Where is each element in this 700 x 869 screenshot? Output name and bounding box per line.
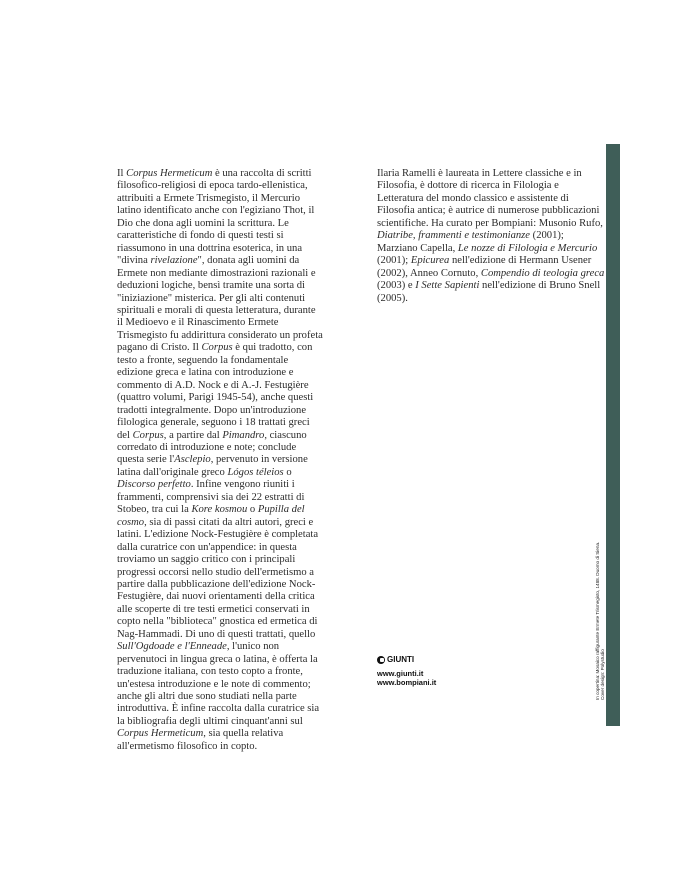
giunti-logo-icon: [377, 656, 385, 664]
italic-title: Pimandro: [222, 429, 265, 441]
spine-band: [606, 144, 620, 726]
italic-title: Lógos téleios: [227, 466, 284, 478]
cover-credits: [595, 542, 606, 700]
italic-title: Kore kosmou: [191, 504, 248, 516]
italic-title: Pupilla del cosmo: [117, 504, 305, 528]
publisher-url-bompiani: www.bompiani.it: [377, 678, 437, 687]
italic-title: I Sette Sapienti: [415, 280, 480, 292]
text-run: , pervenuto in versione latina dall'originale greco: [117, 454, 308, 478]
publisher-block: [377, 655, 436, 687]
publisher-logo: [377, 655, 436, 664]
text-run: o: [247, 504, 258, 516]
text-run: (2001); Marziano Capella,: [377, 230, 564, 254]
italic-title: Asclepio: [174, 454, 211, 466]
text-run: è una raccolta di scritti filosofico-religiosi di epoca tardo-ellenistica, attribuiti a Ermete Trismegisto, il Mercurio latino identificato anche con l'egiziano Thot, il Dio che dona agli uomini la scrittura. Le caratteristiche di fondo di questi testi si riassumono in una dottrina esoterica, in una "divina: [117, 168, 315, 267]
italic-title: Corpus: [132, 429, 164, 441]
italic-title: Diatribe, frammenti e testimonianze: [377, 230, 531, 242]
text-run: , l'unico non pervenutoci in lingua greca o latina, è offerta la traduzione italiana, con testo copto a fronte, un'estesa introduzione e le note di commento; anche gli altri due sono studiati nella parte introduttiva. È infine raccolta dalla curatrice sia la bibliografia degli ultimi cinquant'anni sul: [117, 641, 320, 727]
text-run: è qui tradotto, con testo a fronte, seguendo la fondamentale edizione greca e latina con introduzione e commento di A.D. Nock e di A.-J. Festugière (quattro volumi, Parigi 1945-54), anche questi tradotti integralmente. Dopo un'introduzione filologica generale, seguono i 18 trattati greci del: [117, 342, 314, 441]
text-run: nell'edizione di Hermann Usener (2002), Anneo Cornuto,: [377, 255, 592, 279]
text-run: o: [283, 466, 292, 478]
italic-title: rivelazione: [150, 255, 198, 267]
synopsis-text: [117, 168, 324, 753]
publisher-url-giunti: www.giunti.it: [377, 669, 424, 678]
italic-title: Discorso perfetto: [117, 479, 191, 491]
text-run: . Infine vengono riuniti i frammenti, comprensivi sia dei 22 estratti di Stobeo, tra cui la: [117, 479, 305, 516]
italic-title: Epicurea: [410, 255, 450, 267]
synopsis-paragraph: [117, 168, 324, 753]
text-run: nell'edizione di Bruno Snell (2005).: [377, 280, 601, 304]
text-run: (2001);: [377, 255, 411, 267]
author-bio-paragraph: [377, 168, 607, 305]
text-run: Il: [117, 168, 127, 179]
italic-title: Le nozze di Filologia e Mercurio: [457, 242, 598, 254]
text-run: (2003) e: [377, 280, 416, 292]
cover-credit-line: In copertina: Mosaico raffigurante Ermete Trismegisto, 1488. Duomo di Siena.: [595, 541, 600, 700]
text-run: ", donata agli uomini da Ermete non mediante dimostrazioni razionali e deduzioni logiche, bensì tramite una sorta di "iniziazione" misterica. Per gli alti contenuti spirituali e morali di questa letteratura, durante il Medioevo e il Rinascimento Ermete Trismegisto fu addirittura considerato un profeta pagano di Cristo. Il: [117, 255, 323, 354]
text-run: , sia di passi citati da altri autori, greci e latini. L'edizione Nock-Festugière è completata dalla curatrice con un'appendice: in questa troviamo un saggio critico con i principali progressi occorsi nello studio dell'ermetismo a partire dalla pubblicazione dell'edizione Nock-Festugière, dai nuovi orientamenti della critica alle scoperte di tre testi ermetici conservati in copto nella "biblioteca" gnostica ed ermetica di Nag-Hammadi. Di uno di questi trattati, quello: [117, 516, 319, 640]
italic-title: Corpus Hermeticum: [117, 728, 204, 740]
italic-title: Corpus Hermeticum: [126, 168, 213, 179]
cover-design-line: Cover design: Polystudio: [600, 649, 606, 700]
italic-title: Corpus: [201, 342, 233, 354]
text-run: , sia quella relativa all'ermetismo filosofico in copto.: [117, 728, 284, 752]
publisher-brand: GIUNTI: [387, 655, 415, 664]
italic-title: Compendio di teologia greca: [480, 267, 605, 279]
text-run: , a partire dal: [163, 429, 223, 441]
text-run: , ciascuno corredato di introduzione e note; conclude questa serie l': [117, 429, 307, 466]
author-bio: [377, 168, 607, 305]
italic-title: Sull'Ogdoade e l'Enneade: [117, 641, 227, 653]
text-run: Ilaria Ramelli è laureata in Lettere classiche e in Filosofia, è dottore di ricerca in Filologia e Letteratura del mondo classico e assistente di Filosofia antica; è autrice di numerose pubblicazioni scientifiche. Ha curato per Bompiani: Musonio Rufo,: [377, 168, 603, 229]
